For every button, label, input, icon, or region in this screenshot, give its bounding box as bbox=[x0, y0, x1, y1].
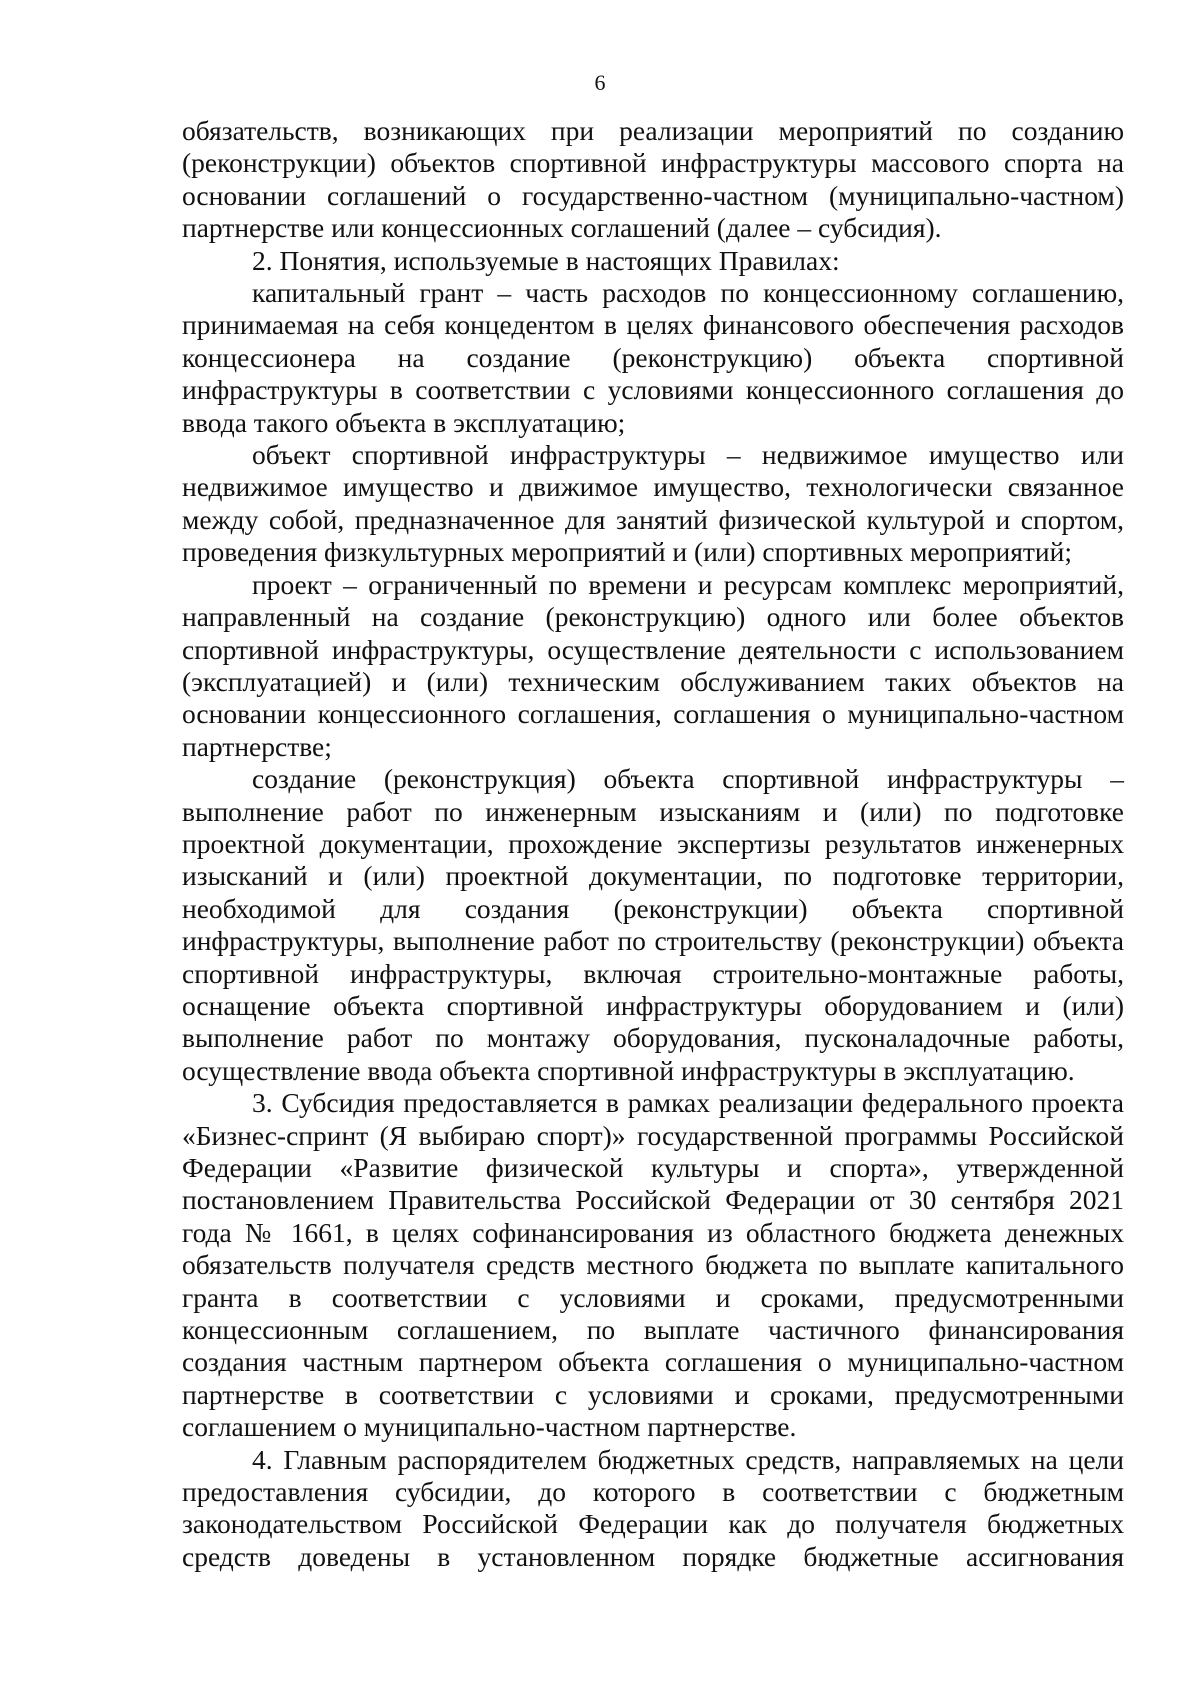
document-body bbox=[182, 115, 1124, 1573]
paragraph-continuation: обязательств, возникающих при реализации мероприятий по созданию (реконструкции) объектов спортивной инфраструктуры массового спорта на основании соглашений о государственно-частном (муниципально-частном) партнерстве или концессионных соглашений (далее – субсидия). bbox=[182, 115, 1124, 244]
paragraph-sports-facility: объект спортивной инфраструктуры – недвижимое имущество или недвижимое имущество и движимое имущество, технологически связанное между собой, предназначенное для занятий физической культурой и спортом, проведения физкультурных мероприятий и (или) спортивных мероприятий; bbox=[182, 439, 1124, 568]
paragraph-project: проект – ограниченный по времени и ресурсам комплекс мероприятий, направленный на создание (реконструкцию) одного или более объектов спортивной инфраструктуры, осуществление деятельности с использованием (эксплуатацией) и (или) техническим обслуживанием таких объектов на основании концессионного соглашения, соглашения о муниципально-частном партнерстве; bbox=[182, 568, 1124, 762]
page-number: 6 bbox=[594, 70, 606, 95]
paragraph-subsidy-purpose: 3. Субсидия предоставляется в рамках реализации федерального проекта «Бизнес-спринт (Я выбираю спорт)» государственной программы Российской Федерации «Развитие физической культуры и спорта», утвержденной постановлением Правительства Российской Федерации от 30 сентября 2021 года № 1661, в целях софинансирования из областного бюджета денежных обязательств получателя средств местного бюджета по выплате капитального гранта в соответствии с условиями и сроками, предусмотренными концессионным соглашением, по выплате частичного финансирования создания частным партнером объекта соглашения о муниципально-частном партнерстве в соответствии с условиями и сроками, предусмотренными соглашением о муниципально-частном партнерстве. bbox=[182, 1087, 1124, 1443]
paragraph-capital-grant: капитальный грант – часть расходов по концессионному соглашению, принимаемая на себя концедентом в целях финансового обеспечения расходов концессионера на создание (реконструкцию) объекта спортивной инфраструктуры в соответствии с условиями концессионного соглашения до ввода такого объекта в эксплуатацию; bbox=[182, 277, 1124, 438]
paragraph-definitions-heading: 2. Понятия, используемые в настоящих Правилах: bbox=[252, 244, 840, 276]
paragraph-construction: создание (реконструкция) объекта спортивной инфраструктуры – выполнение работ по инженерным изысканиям и (или) по подготовке проектной документации, прохождение экспертизы результатов инженерных изысканий и (или) проектной документации, по подготовке территории, необходимой для создания (реконструкции) объекта спортивной инфраструктуры, выполнение работ по строительству (реконструкции) объекта спортивной инфраструктуры, включая строительно-монтажные работы, оснащение объекта спортивной инфраструктуры оборудованием и (или) выполнение работ по монтажу оборудования, пусконаладочные работы, осуществление ввода объекта спортивной инфраструктуры в эксплуатацию. bbox=[182, 763, 1124, 1086]
paragraph-budget-administrator: 4. Главным распорядителем бюджетных средств, направляемых на цели предоставления субсидии, до которого в соответствии с бюджетным законодательством Российской Федерации как до получателя бюджетных средств доведены в установленном порядке бюджетные ассигнования bbox=[182, 1443, 1124, 1572]
